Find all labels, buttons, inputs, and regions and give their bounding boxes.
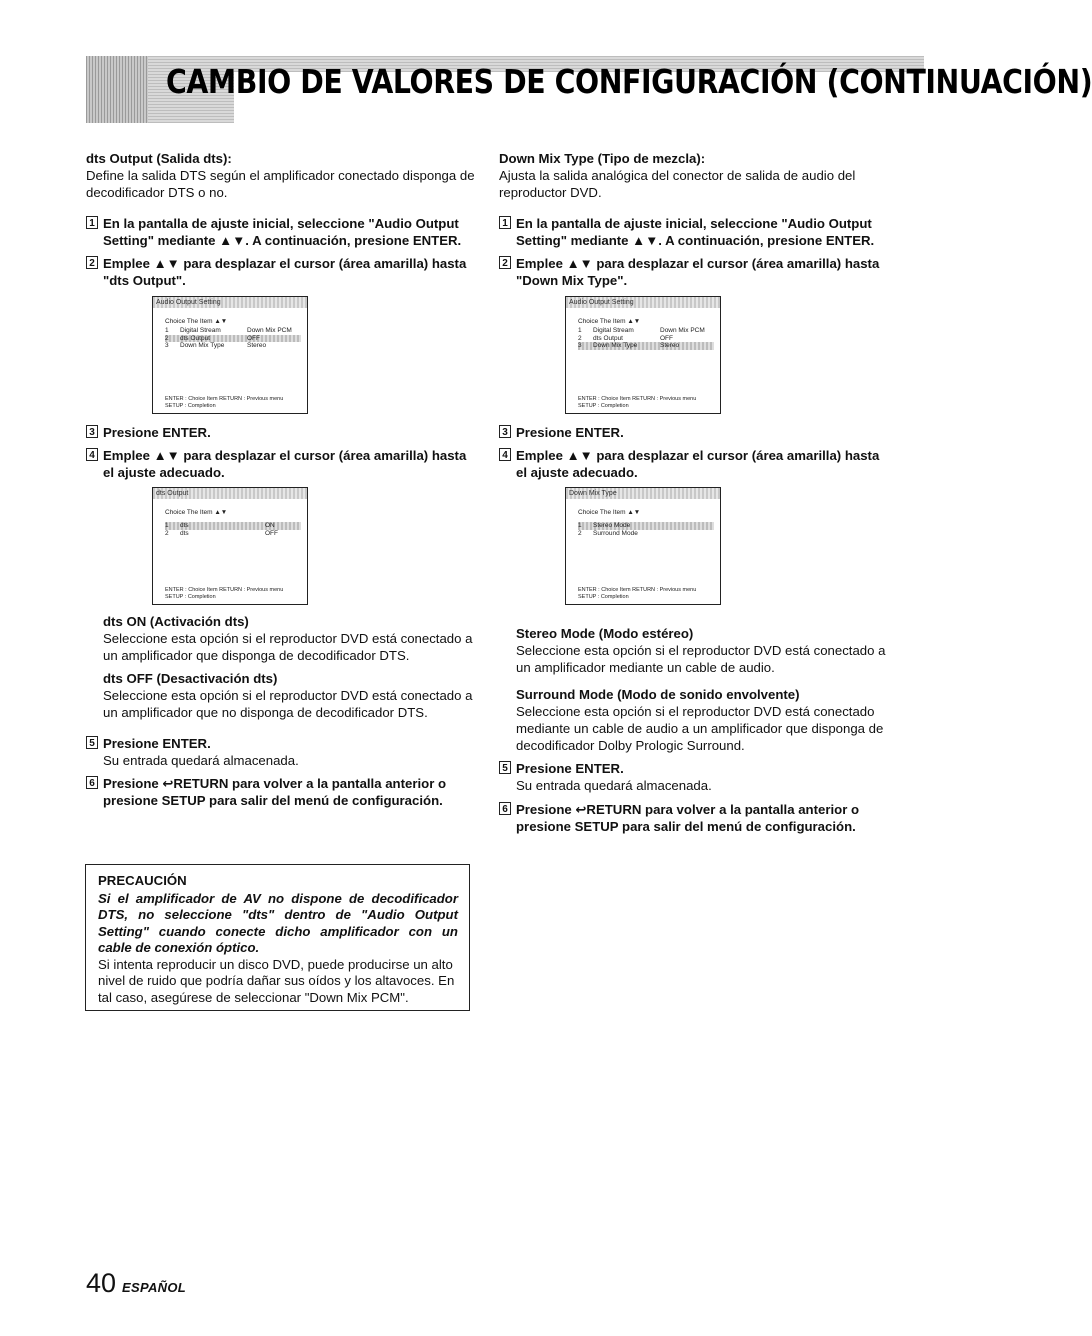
step-number: 6 [499,802,511,815]
page-number: 40 [86,1268,117,1298]
step-text: Emplee ▲▼ para desplazar el cursor (área amarilla) hasta "Down Mix Type". [516,256,880,288]
step-number: 2 [499,256,511,269]
step-2 [499,255,891,289]
language-label: ESPAÑOL [122,1280,187,1295]
screen-row: 3 Down Mix Type Stereo [165,342,267,349]
step-number: 4 [86,448,98,461]
caution-title: PRECAUCIÓN [98,873,187,888]
screen-title: Audio Output Setting [153,297,307,308]
step-number: 5 [499,761,511,774]
step-3 [499,424,891,441]
screen-choice: Choice The Item ▲▼ [578,318,641,325]
step-number: 1 [86,216,98,229]
left-column [86,150,476,809]
step-5 [86,735,476,752]
page-title: CAMBIO DE VALORES DE CONFIGURACIÓN (CONTINUACIÓN) [166,62,1092,101]
screen-title: Audio Output Setting [566,297,720,308]
banner-block [86,56,148,123]
screen-row: 1 Digital Stream Down Mix PCM [578,327,705,334]
step-text: Presione ENTER. [103,425,211,440]
screen-title: dts Output [153,488,307,499]
screen-footer: ENTER : Choice Item RETURN : Previous menu SETUP : Completion [165,396,284,409]
option-text: Seleccione esta opción si el reproductor DVD está conectado a un amplificador que disponga de decodificador DTS. [103,631,473,663]
menu-screen [565,487,721,605]
section-heading: Down Mix Type (Tipo de mezcla): [499,151,706,166]
step-3 [86,424,476,441]
screen-row: 2 dts Output OFF [578,334,673,342]
menu-screen [152,296,308,414]
step-number: 4 [499,448,511,461]
step-text: En la pantalla de ajuste inicial, seleccione "Audio Output Setting" mediante ▲▼. A continuación, presione ENTER. [103,216,462,248]
option-title: Stereo Mode (Modo estéreo) [516,626,694,641]
step-text: Emplee ▲▼ para desplazar el cursor (área amarilla) hasta el ajuste adecuado. [516,448,880,480]
section-intro: Ajusta la salida analógica del conector de salida de audio del reproductor DVD. [499,168,856,200]
step-6 [499,801,891,835]
step-number: 5 [86,736,98,749]
screen-row-highlighted: 3 Down Mix Type Stereo [578,342,714,350]
step-1 [86,215,476,249]
step-number: 2 [86,256,98,269]
caution-warning: Si el amplificador de AV no dispone de decodificador DTS, no seleccione "dts" dentro de "Audio Output Setting" cuando conecte dicho amplificador con un cable de conexión óptico. [98,890,458,955]
right-column [499,150,891,835]
screen-title: Down Mix Type [566,488,720,499]
screen-footer: ENTER : Choice Item RETURN : Previous menu SETUP : Completion [578,587,697,600]
option-text: Seleccione esta opción si el reproductor DVD está conectado a un amplificador que no disponga de decodificador DTS. [103,688,473,720]
caution-box [85,864,470,1011]
screen-row-highlighted: 2 dts Output OFF [165,335,301,343]
option-title: Surround Mode (Modo de sonido envolvente) [516,687,800,702]
option-title: dts ON (Activación dts) [103,614,249,629]
option-title: dts OFF (Desactivación dts) [103,671,278,686]
caution-text: Si intenta reproducir un disco DVD, puede producirse un alto nivel de ruido que podría dañar sus oídos y los altavoces. En tal caso, asegúrese de seleccionar "Down Mix PCM". [98,956,455,1005]
step-text: Presione ENTER. [516,425,624,440]
step-number: 1 [499,216,511,229]
screen-choice: Choice The Item ▲▼ [578,509,641,516]
step-number: 3 [499,425,511,438]
step-body: Su entrada quedará almacenada. [103,753,299,768]
menu-screen [565,296,721,414]
screen-choice: Choice The Item ▲▼ [165,318,228,325]
step-1 [499,215,891,249]
screen-row: 2 dts OFF [165,529,278,537]
option-text: Seleccione esta opción si el reproductor DVD está conectado a un amplificador mediante un cable de audio. [516,643,886,675]
screen-choice: Choice The Item ▲▼ [165,509,228,516]
screen-row: 1 Digital Stream Down Mix PCM [165,327,292,334]
step-body: Su entrada quedará almacenada. [516,778,712,793]
step-text: Presione ENTER. [103,736,211,751]
menu-screen [152,487,308,605]
step-6 [86,775,476,809]
step-text: Emplee ▲▼ para desplazar el cursor (área amarilla) hasta el ajuste adecuado. [103,448,467,480]
screen-footer: ENTER : Choice Item RETURN : Previous menu SETUP : Completion [165,587,284,600]
step-text: Presione ↩RETURN para volver a la pantalla anterior o presione SETUP para salir del menú de configuración. [516,802,860,834]
screen-row-highlighted: 1 dts ON [165,522,301,530]
step-5 [499,760,891,777]
page-footer [86,1268,186,1303]
option-text: Seleccione esta opción si el reproductor DVD está conectado mediante un cable de audio a un amplificador que disponga de decodificador Dolby Prologic Surround. [516,704,884,753]
step-number: 6 [86,776,98,789]
step-number: 3 [86,425,98,438]
screen-row: 2 Surround Mode [578,529,638,537]
step-text: Presione ENTER. [516,761,624,776]
screen-row-highlighted: 1 Stereo Mode [578,522,714,530]
step-2 [86,255,476,289]
step-text: Presione ↩RETURN para volver a la pantalla anterior o presione SETUP para salir del menú de configuración. [103,776,447,808]
section-intro: Define la salida DTS según el amplificador conectado disponga de decodificador DTS o no. [86,168,475,200]
screen-footer: ENTER : Choice Item RETURN : Previous menu SETUP : Completion [578,396,697,409]
step-4 [86,447,476,481]
step-4 [499,447,891,481]
step-text: Emplee ▲▼ para desplazar el cursor (área amarilla) hasta "dts Output". [103,256,467,288]
section-heading: dts Output (Salida dts): [86,151,232,166]
step-text: En la pantalla de ajuste inicial, seleccione "Audio Output Setting" mediante ▲▼. A continuación, presione ENTER. [516,216,875,248]
